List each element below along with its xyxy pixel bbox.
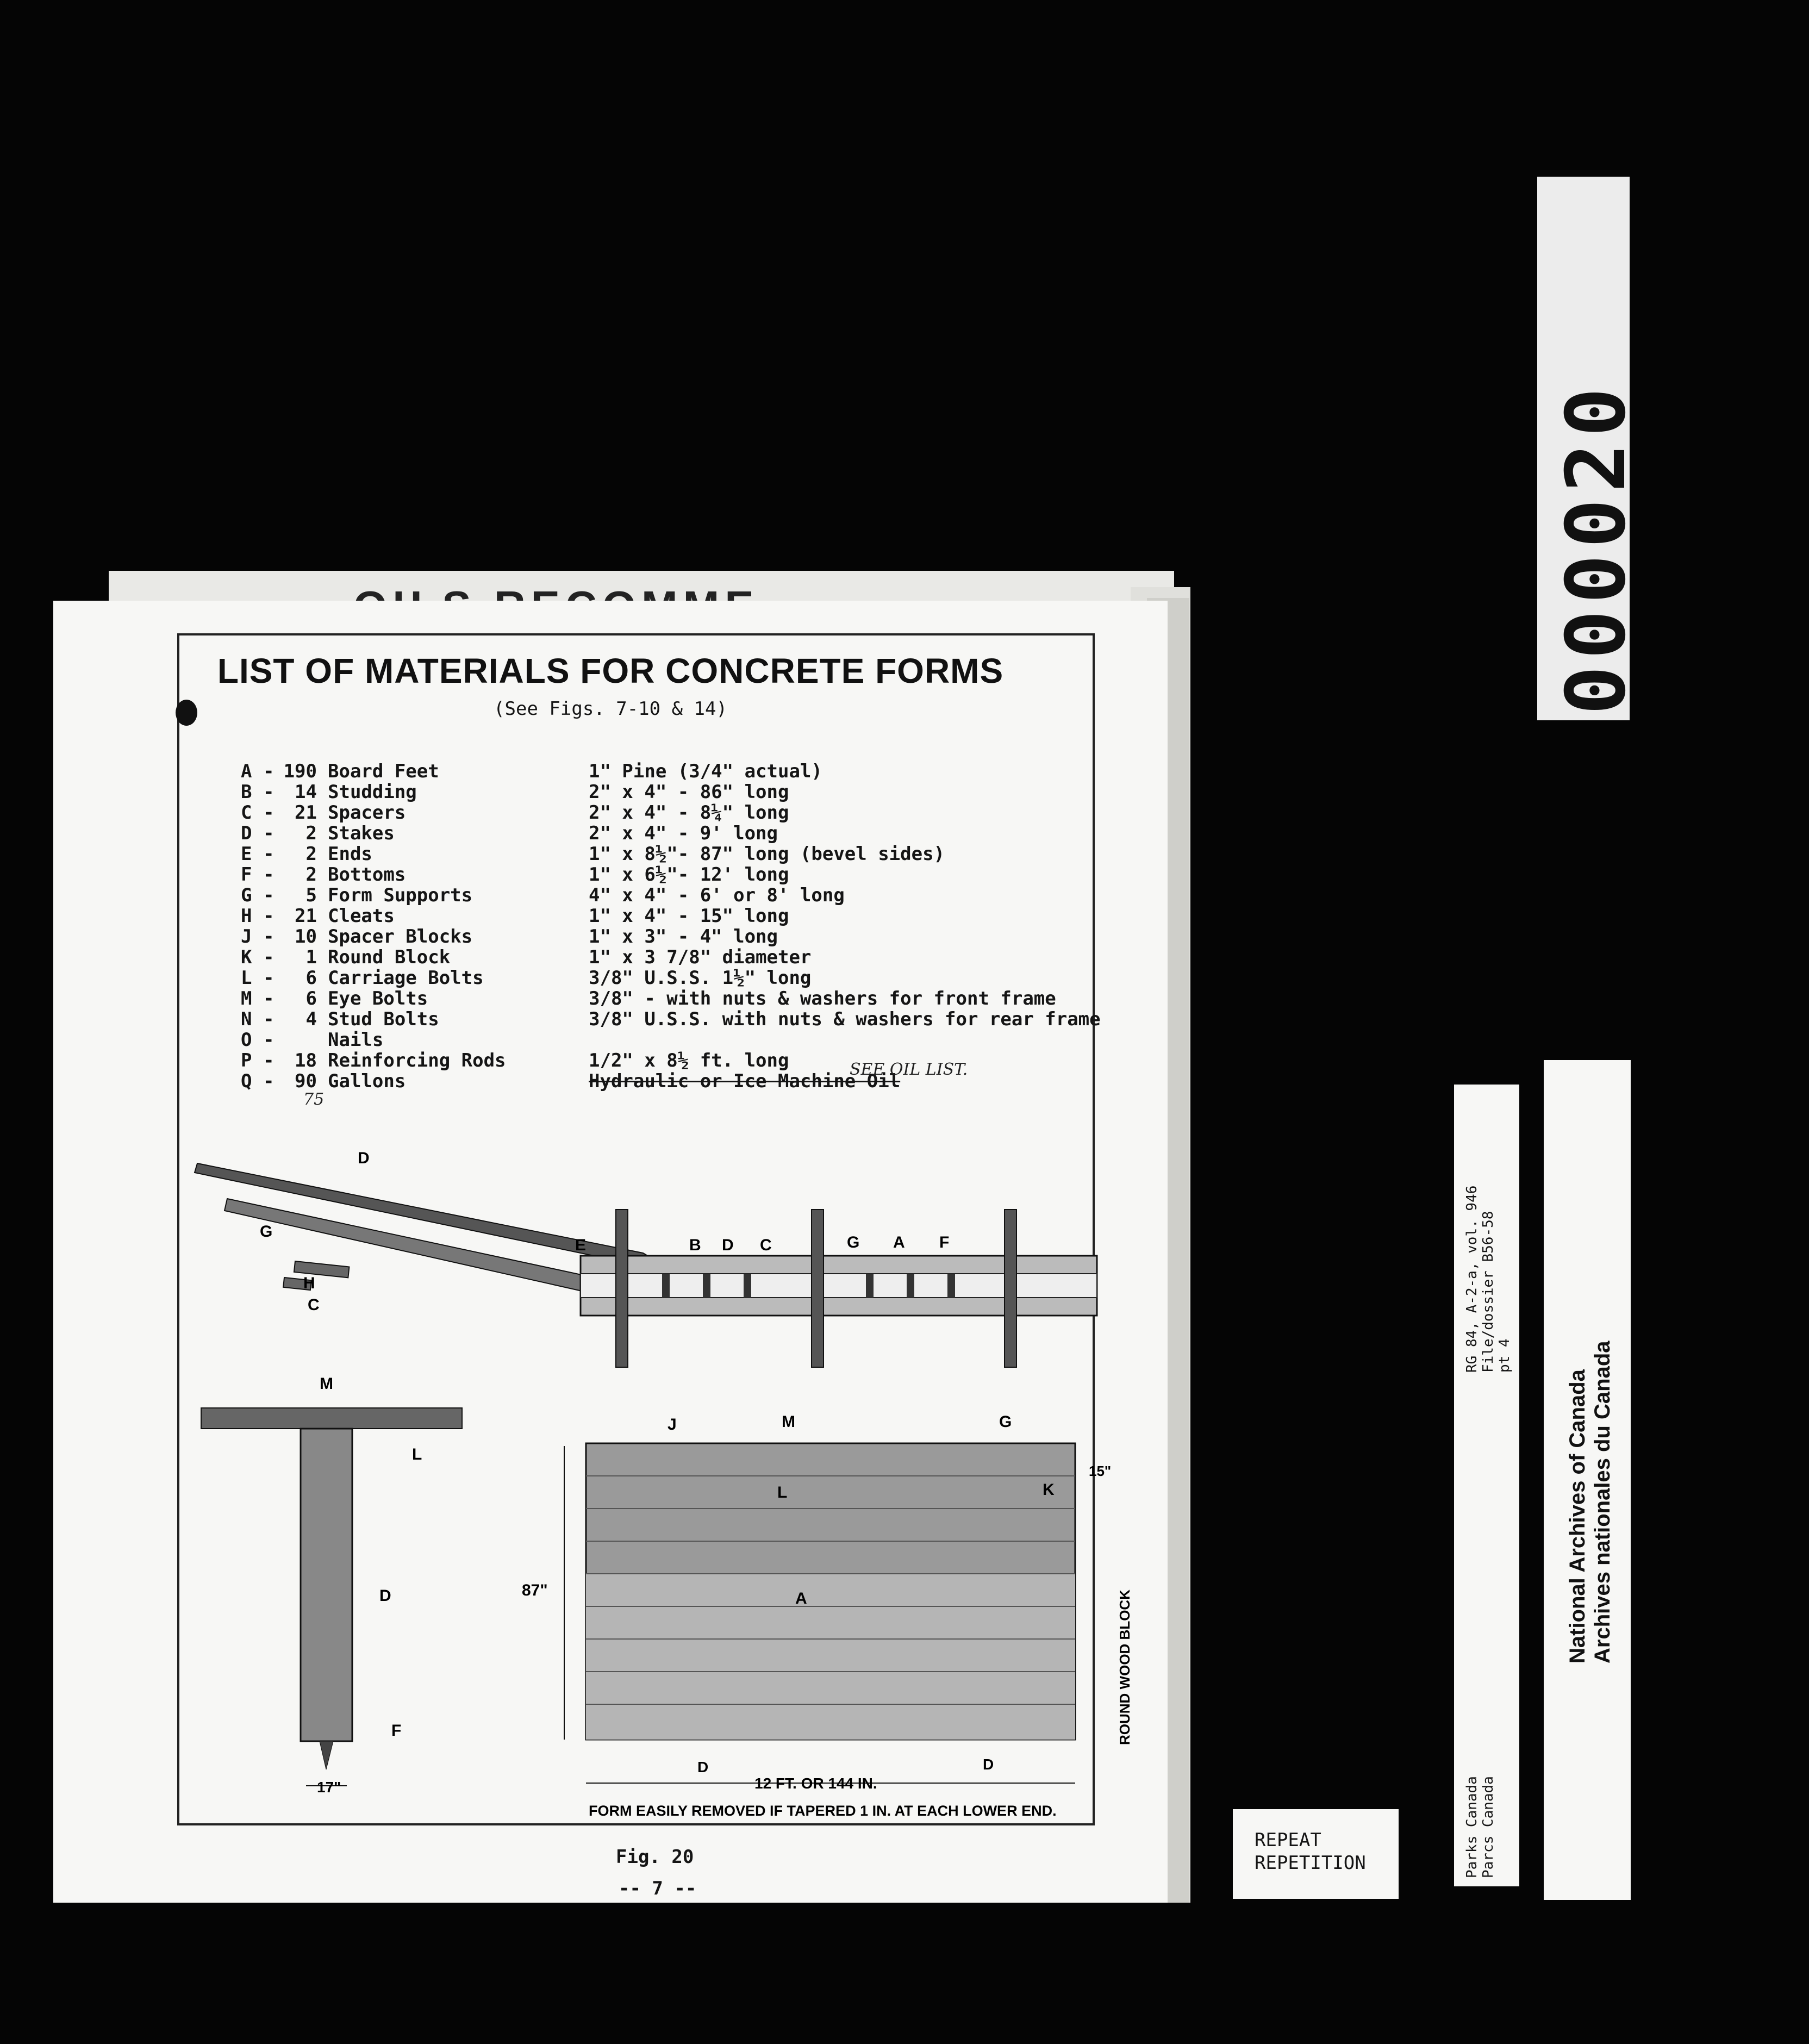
archive-ref-line1: RG 84, A-2-a, vol. 946 (1464, 1185, 1480, 1373)
material-spec: 1" x 6½"- 12' long (589, 864, 789, 886)
material-qty: 1 (305, 946, 317, 968)
material-letter: L - (241, 967, 275, 989)
material-qty: 2 (305, 822, 317, 844)
material-spec: 3/8" U.S.S. with nuts & washers for rear frame (589, 1008, 1101, 1030)
concrete-form-figure (189, 1139, 1133, 1819)
material-qty: 21 (295, 802, 317, 824)
material-item: Gallons (328, 1070, 406, 1092)
label-l-left: L (412, 1445, 422, 1463)
material-spec: 1" x 3" - 4" long (589, 926, 778, 948)
handwritten-qty: 75 (303, 1090, 325, 1109)
material-row (241, 1009, 1111, 1030)
material-row (241, 782, 1111, 802)
material-letter: N - (241, 1008, 275, 1030)
material-spec: Hydraulic or Ice Machine Oil (589, 1070, 901, 1092)
material-item: Stud Bolts (328, 1008, 439, 1030)
material-row (241, 885, 1111, 906)
label-m-left: M (320, 1375, 333, 1393)
archive-label-2 (1544, 1060, 1631, 1900)
label-f: F (939, 1233, 950, 1251)
material-qty: 6 (305, 967, 317, 989)
material-qty: 5 (305, 884, 317, 906)
material-row (241, 864, 1111, 885)
material-row (241, 1050, 1111, 1071)
material-letter: H - (241, 905, 275, 927)
frame-number-strip (1537, 177, 1644, 720)
material-spec: 4" x 4" - 6' or 8' long (589, 884, 845, 906)
label-d-bl: D (697, 1759, 709, 1775)
dim-87: 87" (522, 1581, 548, 1599)
material-spec: 1" x 8½"- 87" long (bevel sides) (589, 843, 945, 865)
material-row (241, 802, 1111, 823)
label-c-mid: C (760, 1236, 772, 1254)
material-row (241, 988, 1111, 1009)
material-row (241, 761, 1111, 782)
document-page (53, 601, 1168, 1903)
page-number: -- 7 -- (619, 1878, 697, 1899)
material-item: Studding (328, 781, 417, 803)
archive-name-fr: Archives nationales du Canada (1590, 1341, 1614, 1663)
label-g-left: G (260, 1223, 273, 1241)
material-letter: C - (241, 802, 275, 824)
label-a-front: A (795, 1590, 807, 1607)
material-item: Stakes (328, 822, 395, 844)
material-qty: 21 (295, 905, 317, 927)
material-qty: 6 (305, 988, 317, 1009)
label-b: B (689, 1236, 701, 1254)
document-subtitle: (See Figs. 7-10 & 14) (494, 698, 727, 720)
material-letter: O - (241, 1029, 275, 1051)
material-spec: 1" x 3 7/8" diameter (589, 946, 812, 968)
material-letter: G - (241, 884, 275, 906)
material-row (241, 926, 1111, 947)
material-row (241, 1071, 1111, 1092)
materials-list (241, 761, 1111, 1092)
label-d-top: D (358, 1149, 370, 1167)
label-m-front: M (782, 1413, 795, 1431)
label-d-end: D (379, 1587, 391, 1605)
material-spec: 3/8" U.S.S. 1½" long (589, 967, 812, 989)
cleat-h-drawing (294, 1261, 350, 1278)
material-letter: Q - (241, 1070, 275, 1092)
material-letter: E - (241, 843, 275, 865)
handwritten-oil-note: SEE OIL LIST. (850, 1060, 968, 1079)
material-item: Board Feet (328, 761, 439, 782)
repeat-line1: REPEAT (1255, 1829, 1321, 1851)
material-row (241, 823, 1111, 844)
round-wood-block-label: ROUND WOOD BLOCK (1116, 1590, 1133, 1745)
material-letter: P - (241, 1050, 275, 1071)
repeat-line2: REPETITION (1255, 1852, 1366, 1874)
material-row (241, 1030, 1111, 1050)
material-spec: 3/8" - with nuts & washers for front frame (589, 988, 1056, 1009)
material-item: Carriage Bolts (328, 967, 484, 989)
material-letter: J - (241, 926, 275, 948)
label-j: J (668, 1416, 677, 1434)
label-a-top: A (893, 1233, 905, 1251)
material-letter: A - (241, 761, 275, 782)
label-f-end: F (391, 1722, 402, 1740)
label-g-mid: G (847, 1233, 860, 1251)
material-qty: 4 (305, 1008, 317, 1030)
material-spec: 2" x 4" - 8¼" long (589, 802, 789, 824)
material-letter: K - (241, 946, 275, 968)
label-g-front: G (999, 1413, 1012, 1431)
repeat-tag (1233, 1809, 1399, 1899)
material-row (241, 844, 1111, 864)
figure-footnote: FORM EASILY REMOVED IF TAPERED 1 IN. AT EACH LOWER END. (589, 1803, 1057, 1819)
dim-17: 17" (317, 1779, 341, 1796)
material-item: Cleats (328, 905, 395, 927)
document-title: LIST OF MATERIALS FOR CONCRETE FORMS (217, 651, 1004, 690)
label-h: H (303, 1274, 315, 1292)
material-row (241, 968, 1111, 988)
label-l-front: L (777, 1484, 788, 1501)
label-d-mid: D (722, 1236, 734, 1254)
material-spec: 2" x 4" - 86" long (589, 781, 789, 803)
material-qty: 18 (295, 1050, 317, 1071)
material-qty: 14 (295, 781, 317, 803)
material-row (241, 947, 1111, 968)
material-row (241, 906, 1111, 926)
archive-label-1 (1454, 1085, 1519, 1886)
material-spec: 1" Pine (3/4" actual) (589, 761, 822, 782)
material-item: Form Supports (328, 884, 473, 906)
label-d-br: D (983, 1756, 994, 1773)
archive-ref-line2: File/dossier B56-58 (1480, 1211, 1496, 1373)
material-item: Reinforcing Rods (328, 1050, 506, 1071)
archive-ref-line3: pt 4 (1496, 1338, 1513, 1373)
material-letter: M - (241, 988, 275, 1009)
material-spec: 1" x 4" - 15" long (589, 905, 789, 927)
material-item: Round Block (328, 946, 451, 968)
material-qty: 2 (305, 864, 317, 886)
material-letter: F - (241, 864, 275, 886)
end-view-beam (201, 1408, 462, 1429)
material-qty: 190 (283, 761, 317, 782)
material-item: Eye Bolts (328, 988, 428, 1009)
material-item: Spacer Blocks (328, 926, 473, 948)
dim-12ft: 12 FT. OR 144 IN. (754, 1775, 877, 1792)
material-qty: 10 (295, 926, 317, 948)
material-spec: 2" x 4" - 9' long (589, 822, 778, 844)
material-item: Nails (328, 1029, 384, 1051)
material-qty: 2 (305, 843, 317, 865)
material-qty: 90 (295, 1070, 317, 1092)
label-k: K (1043, 1481, 1055, 1499)
archive-parks-fr: Parcs Canada (1480, 1776, 1496, 1878)
frame-number: 000020 (1549, 381, 1644, 715)
dim-15: 15" (1089, 1463, 1112, 1479)
archive-name-en: National Archives of Canada (1565, 1369, 1589, 1663)
material-item: Spacers (328, 802, 406, 824)
material-letter: D - (241, 822, 275, 844)
material-item: Ends (328, 843, 372, 865)
end-view-post (301, 1429, 352, 1741)
archive-parks-en: Parks Canada (1464, 1776, 1480, 1878)
material-letter: B - (241, 781, 275, 803)
label-c-left: C (308, 1296, 320, 1314)
fig-caption: Fig. 20 (616, 1846, 694, 1868)
label-e: E (575, 1236, 587, 1254)
material-spec: 1/2" x 8½ ft. long (589, 1050, 789, 1071)
material-item: Bottoms (328, 864, 406, 886)
